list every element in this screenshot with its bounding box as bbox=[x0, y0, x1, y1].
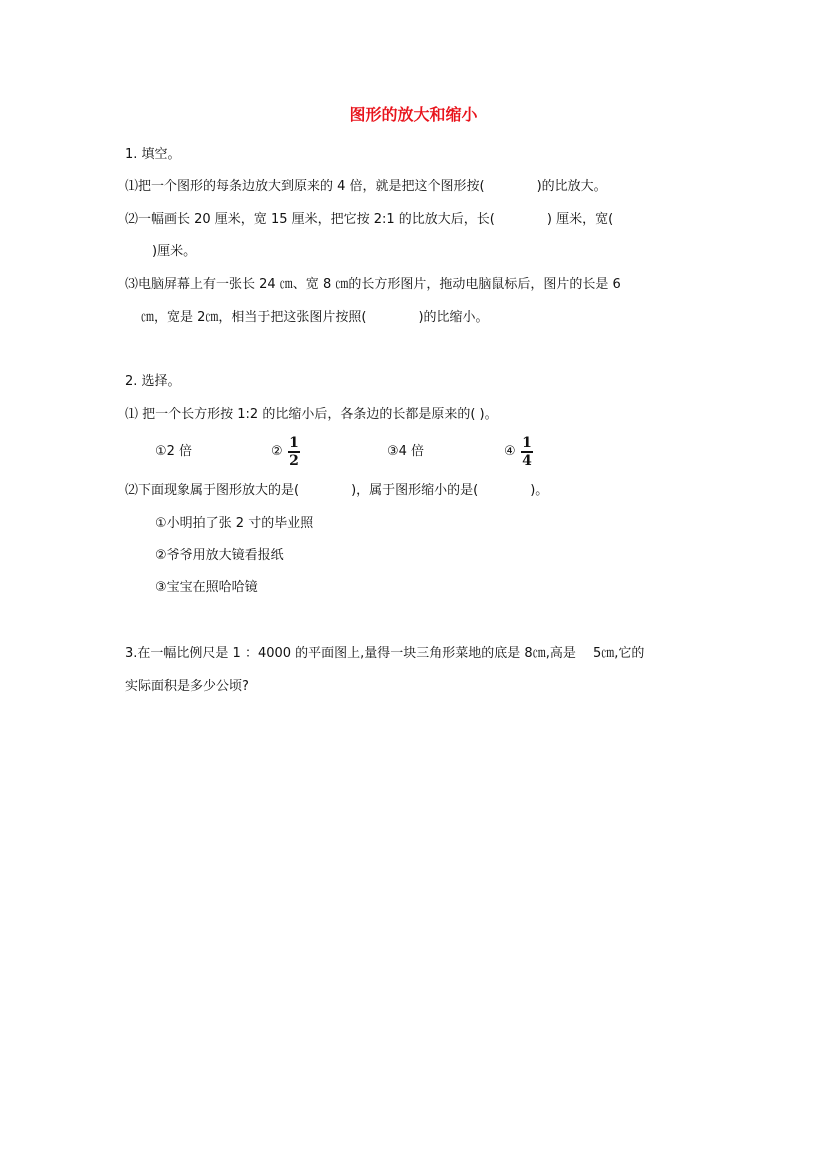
q2-part2: ⑵下面现象属于图形放大的是( )，属于图形缩小的是( )。 bbox=[125, 483, 549, 498]
option-c: ③4 倍 bbox=[387, 444, 425, 459]
q3-line1: 3.在一幅比例尺是 1 ：4000 的平面图上,量得一块三角形菜地的底是 8㎝,高是 5㎝,它的 bbox=[125, 646, 645, 661]
q2-item-1: ①小明拍了张 2 寸的毕业照 bbox=[155, 516, 314, 531]
fraction-denominator: 4 bbox=[522, 452, 532, 469]
fraction-one-quarter bbox=[521, 436, 533, 468]
q1-part1: ⑴把一个图形的每条边放大到原来的 4 倍，就是把这个图形按( )的比放大。 bbox=[125, 179, 607, 194]
q2-part1: ⑴ 把一个长方形按 1:2 的比缩小后，各条边的长都是原来的( )。 bbox=[125, 407, 498, 422]
q3-line2: 实际面积是多少公顷? bbox=[125, 679, 249, 694]
q1-part3-line1: ⑶电脑屏幕上有一张长 24 ㎝、宽 8 ㎝的长方形图片，拖动电脑鼠标后，图片的长是 6 bbox=[125, 277, 621, 292]
q2-item-2: ②爷爷用放大镜看报纸 bbox=[155, 548, 284, 563]
q1-part2-line2: )厘米。 bbox=[152, 244, 197, 259]
q2-heading: 2. 选择。 bbox=[125, 374, 181, 389]
option-d-marker: ④ bbox=[504, 444, 516, 459]
fraction-one-half bbox=[288, 436, 300, 468]
option-b-marker: ② bbox=[271, 444, 283, 459]
option-a: ①2 倍 bbox=[155, 444, 193, 459]
q1-part3-line2: ㎝，宽是 2㎝，相当于把这张图片按照( )的比缩小。 bbox=[141, 310, 489, 325]
q1-heading: 1. 填空。 bbox=[125, 147, 181, 162]
fraction-denominator: 2 bbox=[289, 452, 299, 469]
q1-part2-line1: ⑵一幅画长 20 厘米，宽 15 厘米，把它按 2:1 的比放大后，长( ) 厘米，宽( bbox=[125, 212, 614, 227]
page-title: 图形的放大和缩小 bbox=[349, 105, 478, 124]
fraction-numerator: 1 bbox=[522, 435, 532, 451]
q2-item-3: ③宝宝在照哈哈镜 bbox=[155, 580, 258, 595]
fraction-numerator: 1 bbox=[289, 435, 299, 451]
